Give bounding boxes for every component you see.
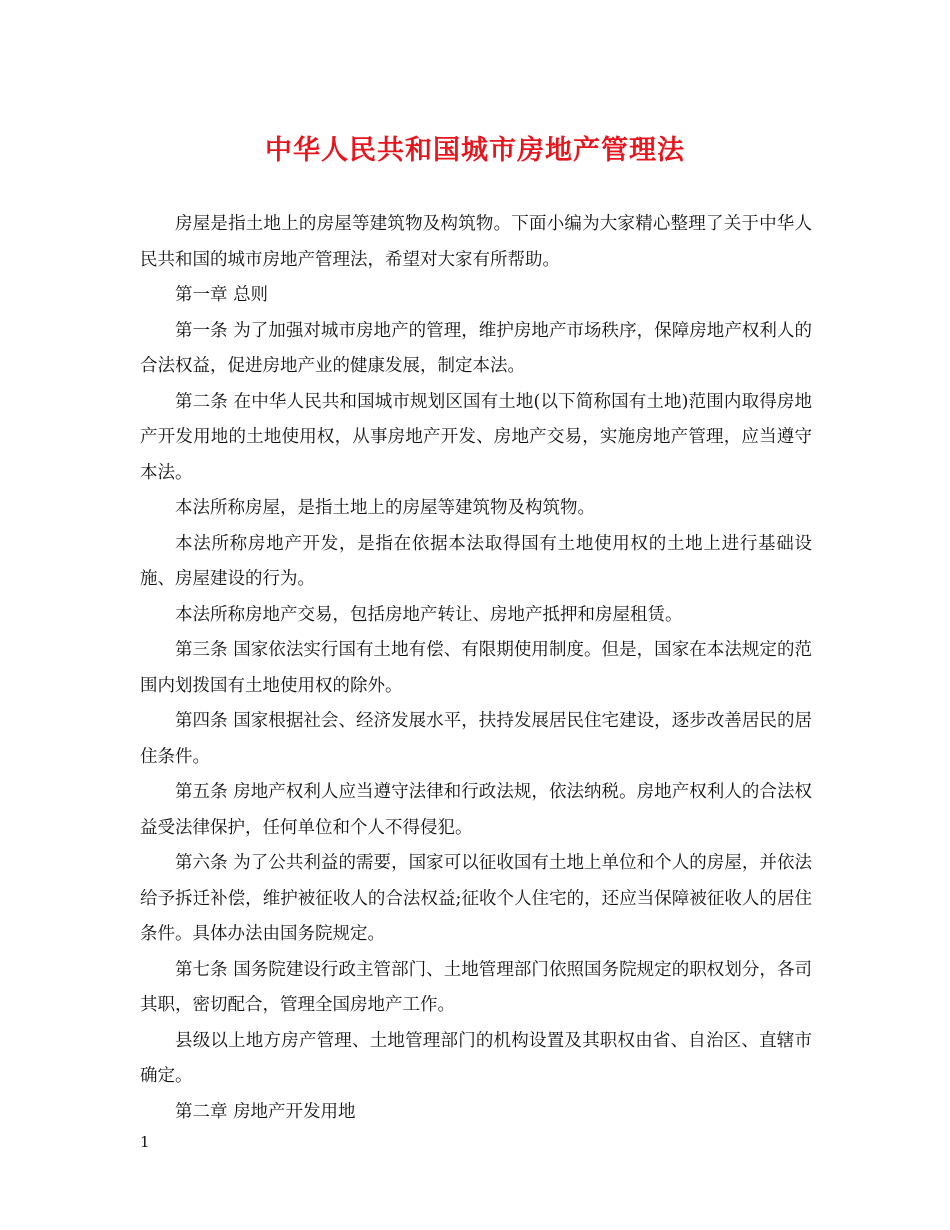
page-number: 1 [140, 1133, 150, 1151]
paragraph: 本法所称房屋，是指土地上的房屋等建筑物及构筑物。 [175, 498, 595, 518]
chapter-heading: 第一章 总则 [175, 285, 269, 305]
paragraph: 第七条 国务院建设行政主管部门、土地管理部门依照国务院规定的职权划分，各司其职，密切配合，管理全国房地产工作。 [140, 959, 812, 1015]
paragraph: 第五条 房地产权利人应当遵守法律和行政法规，依法纳税。房地产权利人的合法权益受法律保护，任何单位和个人不得侵犯。 [140, 782, 812, 838]
paragraph: 第六条 为了公共利益的需要，国家可以征收国有土地上单位和个人的房屋，并依法给予拆迁补偿，维护被征收人的合法权益;征收个人住宅的，还应当保障被征收人的居住条件。具体办法由国务院规定。 [140, 853, 812, 944]
chapter-heading: 第二章 房地产开发用地 [175, 1101, 356, 1122]
document-title: 中华人民共和国城市房地产管理法 [265, 135, 685, 166]
paragraph: 第三条 国家依法实行国有土地有偿、有限期使用制度。但是，国家在本法规定的范围内划拨国有土地使用权的除外。 [140, 640, 812, 696]
paragraph: 本法所称房地产开发，是指在依据本法取得国有土地使用权的土地上进行基础设施、房屋建设的行为。 [140, 533, 812, 589]
paragraph: 本法所称房地产交易，包括房地产转让、房地产抵押和房屋租赁。 [175, 604, 683, 625]
paragraph: 县级以上地方房产管理、土地管理部门的机构设置及其职权由省、自治区、直辖市确定。 [140, 1030, 812, 1086]
document-body [140, 207, 812, 1130]
paragraph: 第二条 在中华人民共和国城市规划区国有土地(以下简称国有土地)范围内取得房地产开发用地的土地使用权，从事房地产开发、房地产交易，实施房地产管理，应当遵守本法。 [140, 391, 812, 483]
paragraph: 第一条 为了加强对城市房地产的管理，维护房地产市场秩序，保障房地产权利人的合法权益，促进房地产业的健康发展，制定本法。 [140, 320, 812, 376]
paragraph: 第四条 国家根据社会、经济发展水平，扶持发展居民住宅建设，逐步改善居民的居住条件。 [140, 711, 812, 767]
paragraph: 房屋是指土地上的房屋等建筑物及构筑物。下面小编为大家精心整理了关于中华人民共和国的城市房地产管理法，希望对大家有所帮助。 [140, 214, 812, 270]
